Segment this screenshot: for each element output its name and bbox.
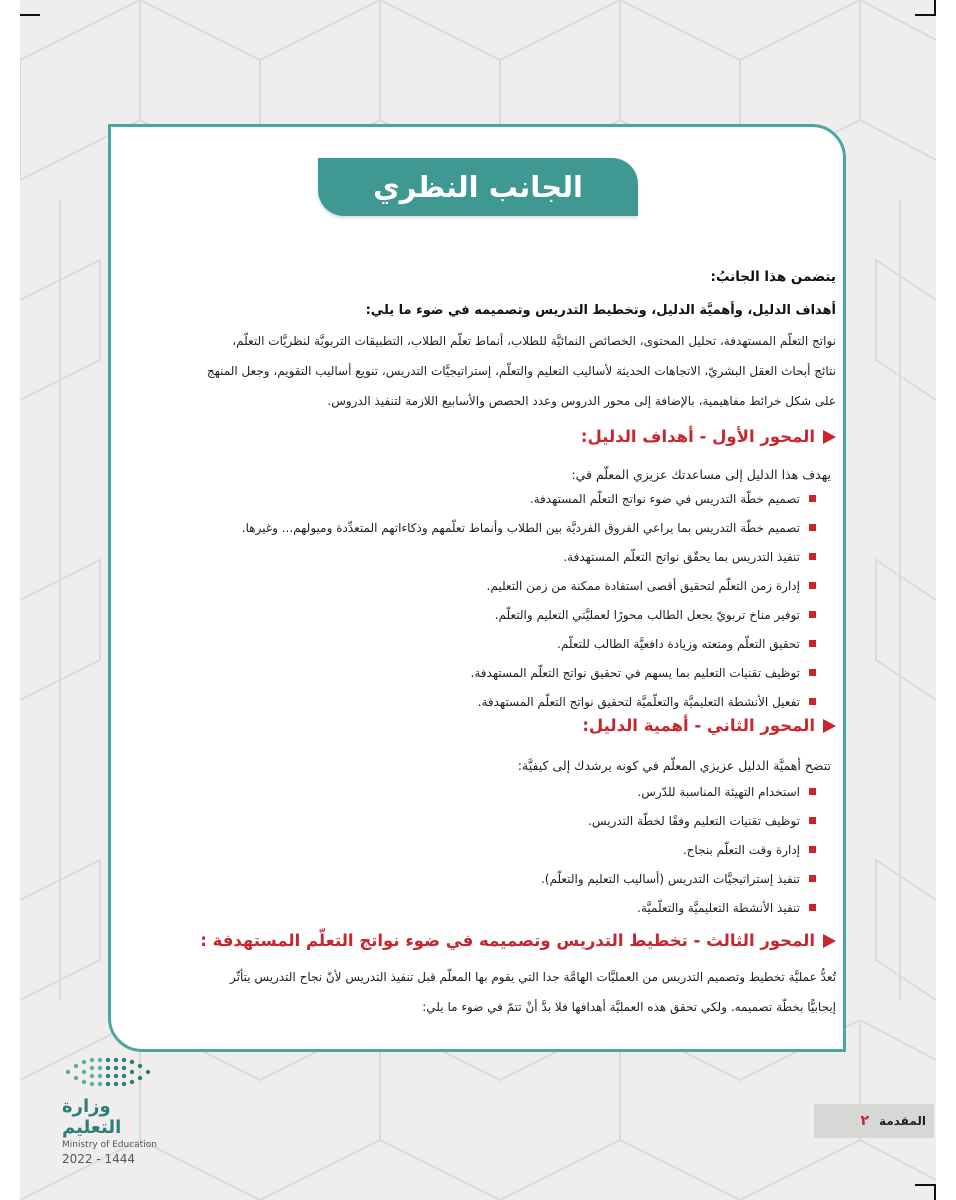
intro-heading: يتضمن هذا الجانبُ:: [710, 269, 836, 285]
list-item-text: إدارة وقت التعلّم بنجاح.: [682, 842, 800, 857]
triangle-arrow-icon: [823, 719, 836, 733]
page-number: ٢: [860, 1113, 870, 1129]
list-item-text: تنفيذ إستراتيجيَّات التدريس (أساليب التعليم والتعلّم).: [540, 871, 800, 886]
square-bullet-icon: [809, 611, 816, 618]
axis2-heading: [116, 716, 836, 735]
axis3-line-2: إيجابيًّا بخطّة تصميمه. ولكي تحقق هذه العمليَّة أهدافها فلا بدَّ أنْ تتمّ في ضوء ما يلي:: [422, 1000, 836, 1014]
axis1-heading: [116, 427, 836, 446]
list-item: [126, 571, 816, 600]
axis2-list: [126, 777, 816, 922]
crop-mark: [915, 1184, 935, 1186]
square-bullet-icon: [809, 904, 816, 911]
square-bullet-icon: [809, 582, 816, 589]
intro-line-1: نواتج التعلّم المستهدفة، تحليل المحتوى، الخصائص النمائيَّة للطلاب، أنماط تعلّم الطلاب، التطبيقات التربويَّة لنظريَّات التعلّم،: [232, 334, 836, 348]
triangle-arrow-icon: [823, 934, 836, 948]
axis3-heading-text: المحور الثالث - تخطيط التدريس وتصميمه في ضوء نواتج التعلّم المستهدفة :: [200, 931, 815, 950]
list-item-text: تفعيل الأنشطة التعليميَّة والتعلّميَّة لتحقيق نواتج التعلّم المستهدفة.: [477, 694, 800, 709]
list-item-text: استخدام التهيئة المناسبة للدّرس.: [637, 784, 800, 799]
list-item: [126, 513, 816, 542]
list-item-text: تنفيذ التدريس بما يحقّق نواتج التعلّم المستهدفة.: [563, 549, 800, 564]
list-item: [126, 893, 816, 922]
axis1-heading-text: المحور الأول - أهداف الدليل:: [580, 427, 815, 446]
list-item: [126, 629, 816, 658]
axis1-list: [126, 484, 816, 716]
square-bullet-icon: [809, 846, 816, 853]
ministry-logo: [62, 1096, 162, 1166]
ministry-name-en: Ministry of Education: [62, 1140, 157, 1150]
axis3-line-1: تُعدُّ عمليَّة تخطيط وتصميم التدريس من العمليَّات الهامَّة جدا التي يقوم بها المعلّم قبل تنفيذ التدريس لأنّ نجاح التدريس يتأثّر: [230, 970, 836, 984]
square-bullet-icon: [809, 875, 816, 882]
list-item-text: توظيف تقنيات التعليم بما يسهم في تحقيق نواتج التعلّم المستهدفة.: [470, 665, 800, 680]
square-bullet-icon: [809, 669, 816, 676]
list-item: [126, 835, 816, 864]
footer-page-label: [814, 1104, 934, 1138]
crop-mark: [20, 14, 40, 16]
axis3-paragraph: [116, 962, 836, 1022]
list-item: [126, 658, 816, 687]
list-item: [126, 777, 816, 806]
square-bullet-icon: [809, 524, 816, 531]
list-item: [126, 542, 816, 571]
intro-line-2: نتائج أبحاث العقل البشريّ، الاتجاهات الحديثة لأساليب التعليم والتعلّم، إستراتيجيَّات التدريس، تنويع أساليب التقويم، وجعل المنهج: [206, 364, 836, 378]
page-title: الجانب النظري: [318, 158, 638, 216]
list-item: [126, 806, 816, 835]
square-bullet-icon: [809, 788, 816, 795]
list-item: [126, 864, 816, 893]
square-bullet-icon: [809, 495, 816, 502]
crop-mark: [934, 1184, 936, 1200]
footer-section-label: المقدمة: [879, 1114, 926, 1128]
square-bullet-icon: [809, 698, 816, 705]
list-item-text: تصميم خطّة التدريس بما يراعي الفروق الفرديَّة بين الطلاب وأنماط تعلّمهم وذكاءاتهم المتعدِّدة وميولهم... وغيرها.: [241, 520, 800, 535]
list-item: [126, 484, 816, 513]
intro-line-3: على شكل خرائط مفاهيمية، بالإضافة إلى محور الدروس وعدد الحصص والأسابيع اللازمة لتنفيذ الدروس.: [327, 394, 836, 408]
list-item-text: إدارة زمن التعلّم لتحقيق أقصى استفادة ممكنة من زمن التعليم.: [486, 578, 800, 593]
list-item-text: تنفيذ الأنشطة التعليميَّة والتعلّميَّة.: [637, 900, 800, 915]
list-item-text: تحقيق التعلّم ومتعته وزيادة دافعيَّة الطالب للتعلّم.: [557, 636, 800, 651]
list-item-text: تصميم خطّة التدريس في ضوء نواتج التعلّم المستهدفة.: [529, 491, 800, 506]
list-item: [126, 600, 816, 629]
ministry-logo-dots-icon: [60, 1052, 170, 1092]
crop-mark: [915, 14, 935, 16]
crop-mark: [934, 0, 936, 16]
intro-paragraph: [116, 326, 836, 416]
square-bullet-icon: [809, 640, 816, 647]
triangle-arrow-icon: [823, 430, 836, 444]
ministry-year: 2022 - 1444: [62, 1152, 136, 1166]
list-item: [126, 687, 816, 716]
square-bullet-icon: [809, 553, 816, 560]
axis2-lead: تتضح أهميَّة الدليل عزيزي المعلّم في كونه يرشدك إلى كيفيَّة:: [517, 758, 831, 773]
list-item-text: توظيف تقنيات التعليم وفقًا لخطّة التدريس.: [588, 813, 800, 828]
axis2-heading-text: المحور الثاني - أهمية الدليل:: [582, 716, 815, 735]
ministry-name-ar: وزارة التعليم: [62, 1096, 122, 1138]
sub-heading: أهداف الدليل، وأهميَّة الدليل، وتخطيط التدريس وتصميمه في ضوء ما يلي:: [365, 303, 836, 318]
axis3-heading: [116, 931, 836, 950]
list-item-text: توفير مناخ تربويّ يجعل الطالب محورًا لعمليَّتي التعليم والتعلّم.: [494, 607, 800, 622]
square-bullet-icon: [809, 817, 816, 824]
axis1-lead: يهدف هذا الدليل إلى مساعدتك عزيزي المعلّم في:: [571, 467, 831, 482]
